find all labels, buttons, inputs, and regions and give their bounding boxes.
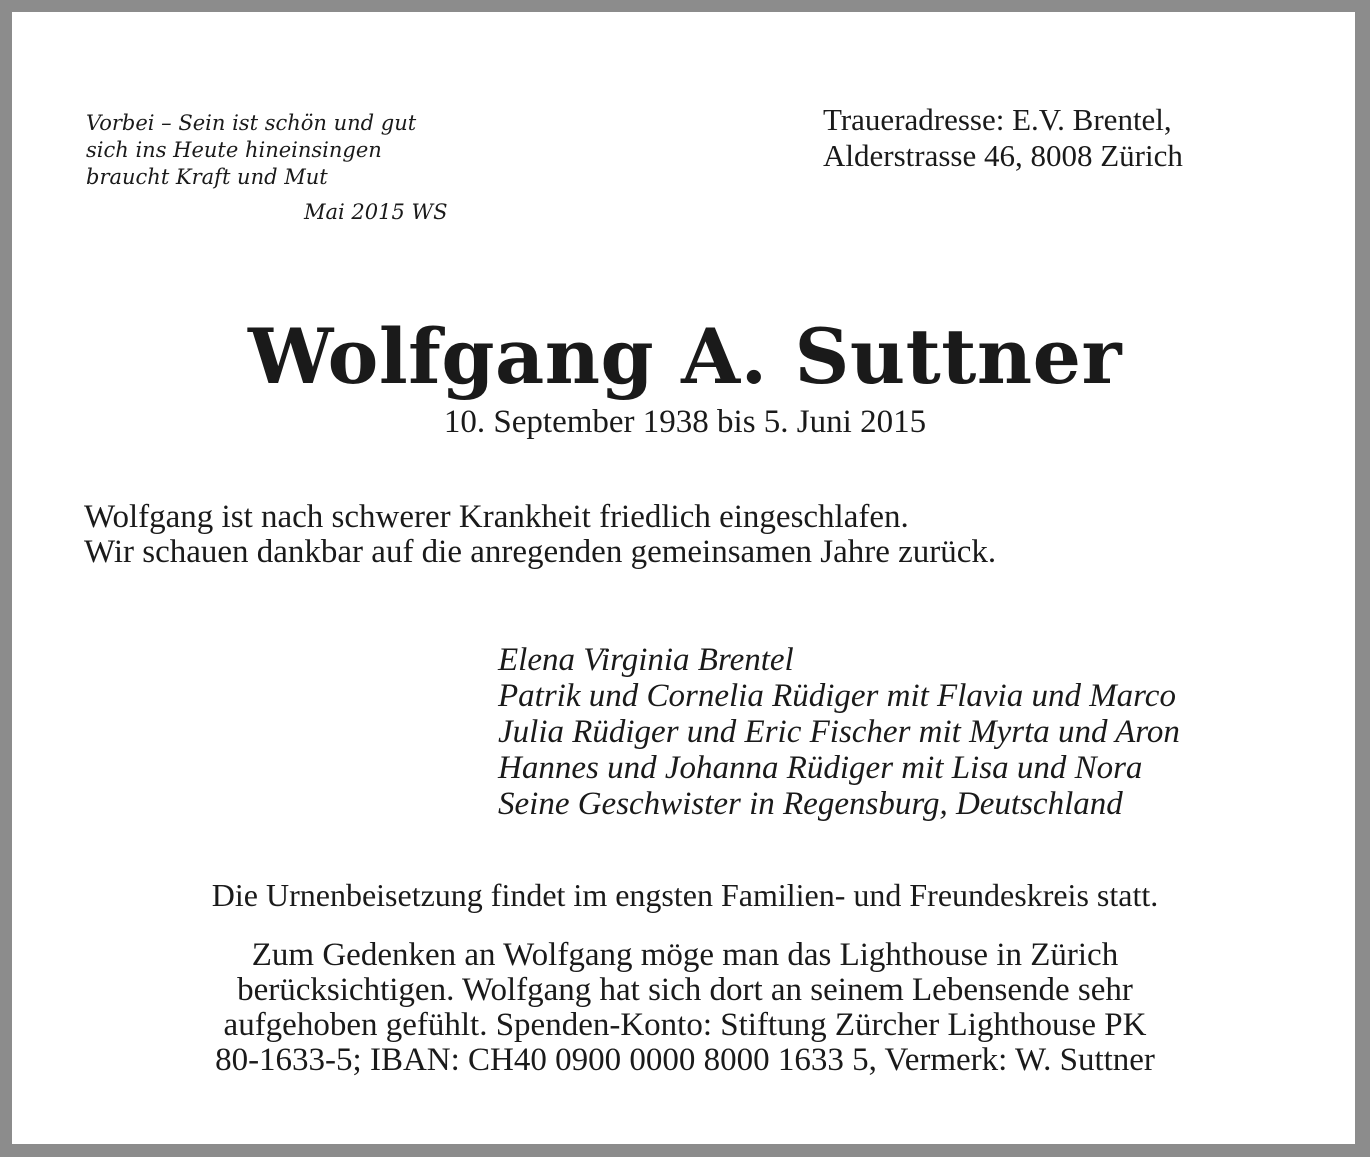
address-line: Traueradresse: E.V. Brentel, — [823, 102, 1172, 137]
donation-line: berücksichtigen. Wolfgang hat sich dort an seinem Lebensende sehr — [237, 972, 1133, 1008]
poem-signature: Mai 2015 WS — [304, 200, 448, 224]
mourner-entry: Patrik und Cornelia Rüdiger mit Flavia und Marco — [498, 678, 1176, 714]
address-line: Alderstrasse 46, 8008 Zürich — [823, 138, 1183, 173]
poem — [86, 110, 416, 191]
donation-line: 80-1633-5; IBAN: CH40 0900 0000 8000 1633 5, Vermerk: W. Suttner — [215, 1042, 1155, 1078]
mourners-list — [498, 642, 1180, 822]
mourner-entry: Hannes und Johanna Rüdiger mit Lisa und Nora — [498, 750, 1143, 786]
burial-notice: Die Urnenbeisetzung findet im engsten Familien- und Freundeskreis statt. — [211, 877, 1159, 913]
donation-line: aufgehoben gefühlt. Spenden-Konto: Stiftung Zürcher Lighthouse PK — [223, 1007, 1147, 1043]
farewell-message — [84, 500, 996, 570]
message-line: Wir schauen dankbar auf die anregenden gemeinsamen Jahre zurück. — [84, 534, 997, 570]
poem-line: Vorbei – Sein ist schön und gut — [86, 111, 417, 135]
donation-line: Zum Gedenken an Wolfgang möge man das Lighthouse in Zürich — [251, 937, 1119, 973]
poem-line: sich ins Heute hineinsingen — [86, 138, 382, 162]
donation-notice — [0, 938, 1370, 1078]
message-line: Wolfgang ist nach schwerer Krankheit friedlich eingeschlafen. — [84, 499, 909, 535]
mourner-entry: Julia Rüdiger und Eric Fischer mit Myrta und Aron — [498, 714, 1180, 750]
deceased-name: Wolfgang A. Suttner — [247, 312, 1123, 401]
mourner-entry: Seine Geschwister in Regensburg, Deutschland — [498, 786, 1123, 822]
mourning-address — [823, 102, 1183, 174]
mourner-entry: Elena Virginia Brentel — [498, 642, 794, 678]
life-dates: 10. September 1938 bis 5. Juni 2015 — [443, 404, 927, 440]
poem-line: braucht Kraft und Mut — [86, 165, 328, 189]
